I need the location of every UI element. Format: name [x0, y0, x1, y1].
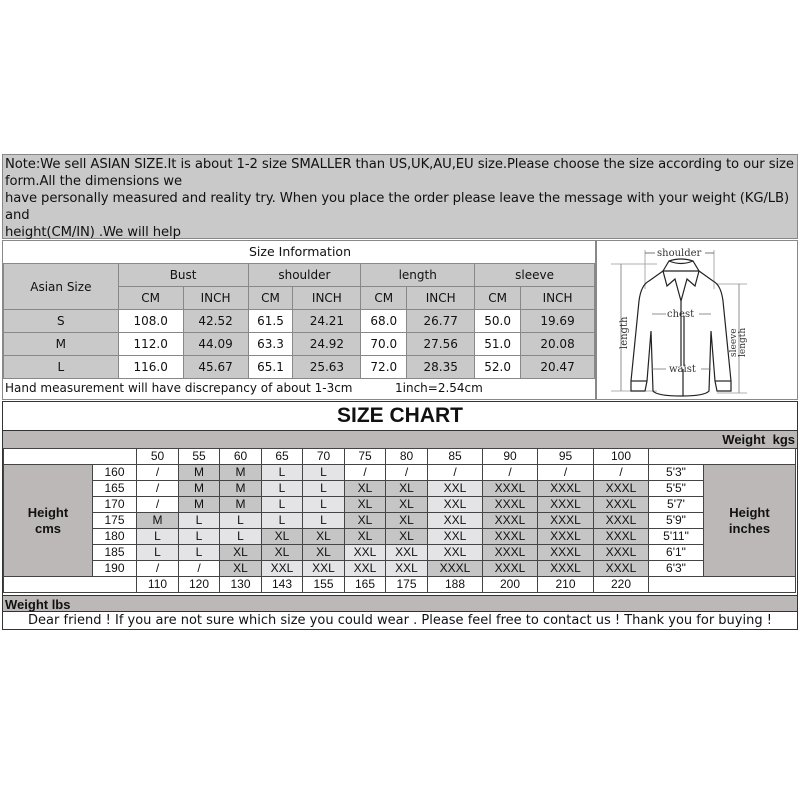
- size-cell: L: [179, 545, 220, 561]
- size-cell: XXXL: [428, 561, 483, 577]
- table-row: [4, 497, 796, 513]
- height-cm: 165: [93, 481, 137, 497]
- weight-kg: 85: [428, 449, 483, 465]
- weight-kg: 60: [220, 449, 262, 465]
- size-cell: XXXL: [538, 513, 594, 529]
- weight-lbs: 220: [594, 577, 649, 593]
- weight-kg: 75: [345, 449, 386, 465]
- cell: 52.0: [475, 356, 521, 379]
- cell: 24.21: [293, 310, 361, 333]
- measurement-footnote: Hand measurement will have discrepancy of about 1-3cm: [5, 381, 353, 395]
- size-cell: XXL: [428, 529, 483, 545]
- cell: 68.0: [361, 310, 407, 333]
- length-label: length: [619, 316, 630, 349]
- size-cell: XL: [386, 481, 428, 497]
- cell: 51.0: [475, 333, 521, 356]
- weight-lbs-row: [4, 577, 796, 593]
- size-cell: XXL: [262, 561, 303, 577]
- size-cell: /: [428, 465, 483, 481]
- cell: 65.1: [248, 356, 293, 379]
- cell: 27.56: [407, 333, 475, 356]
- size-cell: XL: [345, 513, 386, 529]
- size-cell: XL: [345, 529, 386, 545]
- size-cell: M: [179, 465, 220, 481]
- size-label: S: [4, 310, 119, 333]
- bust-header: Bust: [118, 264, 248, 287]
- size-note: [2, 154, 798, 239]
- table-row: [4, 545, 796, 561]
- size-cell: XL: [262, 545, 303, 561]
- note-line: have personally measured and reality try. When you place the order please leave the message with your weight (KG/LB) and: [5, 191, 790, 223]
- size-cell: XXXL: [483, 513, 538, 529]
- weight-kg: 95: [538, 449, 594, 465]
- weight-lbs: 110: [137, 577, 179, 593]
- blank-cell: [4, 449, 137, 465]
- cell: 24.92: [293, 333, 361, 356]
- table-row: [4, 465, 796, 481]
- weight-lbs: 165: [345, 577, 386, 593]
- size-cell: XXXL: [594, 529, 649, 545]
- size-info-footer: [3, 377, 597, 399]
- size-cell: XXL: [428, 545, 483, 561]
- unit-header: INCH: [293, 287, 361, 310]
- size-cell: L: [303, 497, 345, 513]
- size-cell: L: [262, 465, 303, 481]
- sleeve-length-label: length: [738, 327, 748, 357]
- cell: 26.77: [407, 310, 475, 333]
- size-cell: XL: [345, 481, 386, 497]
- cell: 44.09: [183, 333, 248, 356]
- size-cell: L: [220, 513, 262, 529]
- size-cell: XXL: [345, 545, 386, 561]
- size-cell: XXXL: [538, 561, 594, 577]
- weight-lbs: 130: [220, 577, 262, 593]
- weight-kgs-label: Weight kgs: [722, 432, 795, 447]
- cell: 72.0: [361, 356, 407, 379]
- height-cm: 185: [93, 545, 137, 561]
- size-cell: XXXL: [538, 497, 594, 513]
- table-row: [4, 310, 595, 333]
- sleeve-header: sleeve: [475, 264, 595, 287]
- size-cell: XXL: [345, 561, 386, 577]
- weight-lbs: 155: [303, 577, 345, 593]
- size-cell: M: [137, 513, 179, 529]
- table-row: [4, 333, 595, 356]
- size-cell: L: [262, 513, 303, 529]
- cell: 108.0: [118, 310, 183, 333]
- chest-label: chest: [667, 309, 695, 320]
- size-cell: /: [137, 497, 179, 513]
- blank-cell: [4, 577, 137, 593]
- height-inch: 5'9": [649, 513, 704, 529]
- inch-conversion: 1inch=2.54cm: [395, 381, 483, 395]
- weight-kg: 80: [386, 449, 428, 465]
- weight-kg: 90: [483, 449, 538, 465]
- table-row: [4, 513, 796, 529]
- size-cell: XXXL: [594, 545, 649, 561]
- size-cell: XXL: [428, 481, 483, 497]
- shoulder-header: shoulder: [248, 264, 361, 287]
- size-cell: XXXL: [594, 497, 649, 513]
- size-cell: L: [262, 481, 303, 497]
- size-cell: /: [538, 465, 594, 481]
- size-cell: XL: [220, 545, 262, 561]
- length-header: length: [361, 264, 475, 287]
- table-row: [4, 481, 796, 497]
- shirt-measurement-diagram: [596, 240, 798, 400]
- size-cell: XXL: [386, 561, 428, 577]
- cell: 20.08: [521, 333, 595, 356]
- size-cell: XXL: [428, 513, 483, 529]
- size-cell: XL: [303, 545, 345, 561]
- size-cell: M: [220, 481, 262, 497]
- cell: 50.0: [475, 310, 521, 333]
- size-cell: /: [386, 465, 428, 481]
- weight-lbs: 200: [483, 577, 538, 593]
- cell: 28.35: [407, 356, 475, 379]
- cell: 61.5: [248, 310, 293, 333]
- size-chart: [2, 401, 798, 630]
- size-cell: L: [179, 529, 220, 545]
- unit-header: CM: [361, 287, 407, 310]
- weight-kg: 50: [137, 449, 179, 465]
- note-line: Note:We sell ASIAN SIZE.It is about 1-2 size SMALLER than US,UK,AU,EU size.Please choose the size according to our size: [5, 157, 794, 172]
- weight-kg: 70: [303, 449, 345, 465]
- size-label: L: [4, 356, 119, 379]
- size-information: [2, 240, 596, 400]
- table-row: [4, 356, 595, 379]
- weight-lbs: 175: [386, 577, 428, 593]
- cell: 25.63: [293, 356, 361, 379]
- size-cell: /: [137, 481, 179, 497]
- sleeve-label: sleeve: [729, 328, 739, 357]
- waist-label: waist: [669, 364, 696, 375]
- weight-lbs: 188: [428, 577, 483, 593]
- size-cell: XXL: [303, 561, 345, 577]
- size-cell: M: [179, 497, 220, 513]
- size-cell: XXXL: [483, 497, 538, 513]
- size-cell: XXL: [386, 545, 428, 561]
- size-cell: L: [137, 545, 179, 561]
- unit-header: INCH: [407, 287, 475, 310]
- size-cell: XL: [303, 529, 345, 545]
- cell: 112.0: [118, 333, 183, 356]
- weight-kg-row: [4, 449, 796, 465]
- cell: 42.52: [183, 310, 248, 333]
- size-cell: XL: [345, 497, 386, 513]
- cell: 70.0: [361, 333, 407, 356]
- contact-message: Dear friend ! If you are not sure which size you could wear . Please feel free to contact us ! Thank you for buying !: [28, 613, 772, 628]
- size-cell: /: [137, 465, 179, 481]
- height-inch: 6'1": [649, 545, 704, 561]
- unit-header: CM: [118, 287, 183, 310]
- size-cell: L: [220, 529, 262, 545]
- height-cm: 170: [93, 497, 137, 513]
- size-cell: /: [594, 465, 649, 481]
- size-cell: L: [137, 529, 179, 545]
- size-cell: L: [179, 513, 220, 529]
- blank-cell: [649, 449, 796, 465]
- size-cell: M: [179, 481, 220, 497]
- weight-kgs-header: [3, 431, 797, 449]
- cell: 20.47: [521, 356, 595, 379]
- size-chart-table: [3, 448, 796, 593]
- size-cell: /: [179, 561, 220, 577]
- shoulder-label: shoulder: [657, 248, 702, 259]
- size-cell: L: [303, 481, 345, 497]
- size-cell: XXL: [428, 497, 483, 513]
- height-inch: 5'7': [649, 497, 704, 513]
- size-cell: L: [262, 497, 303, 513]
- weight-lbs-header: Weight lbs: [3, 595, 797, 612]
- size-cell: M: [220, 465, 262, 481]
- size-cell: XXXL: [594, 513, 649, 529]
- unit-header: CM: [248, 287, 293, 310]
- height-inch: 6'3": [649, 561, 704, 577]
- height-inches-label: Height inches: [704, 465, 796, 577]
- size-information-title: Size Information: [249, 244, 351, 259]
- note-line: height(CM/IN) .We will help: [5, 225, 181, 240]
- size-cell: XXXL: [538, 545, 594, 561]
- size-cell: /: [137, 561, 179, 577]
- height-inch: 5'3": [649, 465, 704, 481]
- size-cell: /: [345, 465, 386, 481]
- cell: 45.67: [183, 356, 248, 379]
- height-inch: 5'11": [649, 529, 704, 545]
- size-chart-title: SIZE CHART: [3, 402, 797, 431]
- unit-header: INCH: [521, 287, 595, 310]
- unit-header: INCH: [183, 287, 248, 310]
- weight-kg: 100: [594, 449, 649, 465]
- height-cm: 190: [93, 561, 137, 577]
- height-cm: 180: [93, 529, 137, 545]
- size-cell: XXXL: [483, 529, 538, 545]
- blank-cell: [649, 577, 796, 593]
- size-cell: XXXL: [594, 481, 649, 497]
- size-cell: XL: [386, 529, 428, 545]
- size-cell: XXXL: [483, 481, 538, 497]
- size-cell: XL: [386, 513, 428, 529]
- size-cell: L: [303, 465, 345, 481]
- size-cell: XXXL: [594, 561, 649, 577]
- size-label: M: [4, 333, 119, 356]
- size-cell: XXXL: [538, 529, 594, 545]
- size-cell: XXXL: [538, 481, 594, 497]
- height-cm: 160: [93, 465, 137, 481]
- weight-kg: 55: [179, 449, 220, 465]
- height-cms-label: Height cms: [4, 465, 93, 577]
- size-cell: XL: [386, 497, 428, 513]
- size-information-table: [3, 263, 595, 379]
- size-cell: XXXL: [483, 561, 538, 577]
- note-line: form.All the dimensions we: [5, 174, 182, 189]
- weight-lbs: 120: [179, 577, 220, 593]
- weight-lbs: 210: [538, 577, 594, 593]
- size-cell: XXXL: [483, 545, 538, 561]
- size-cell: /: [483, 465, 538, 481]
- unit-header: CM: [475, 287, 521, 310]
- weight-lbs: 143: [262, 577, 303, 593]
- weight-kg: 65: [262, 449, 303, 465]
- size-cell: XL: [220, 561, 262, 577]
- asian-size-header: Asian Size: [4, 264, 119, 310]
- cell: 19.69: [521, 310, 595, 333]
- table-row: [4, 529, 796, 545]
- size-cell: L: [303, 513, 345, 529]
- size-cell: XL: [262, 529, 303, 545]
- table-row: [4, 561, 796, 577]
- height-inch: 5'5": [649, 481, 704, 497]
- size-cell: M: [220, 497, 262, 513]
- height-cm: 175: [93, 513, 137, 529]
- cell: 116.0: [118, 356, 183, 379]
- cell: 63.3: [248, 333, 293, 356]
- shirt-icon: [597, 241, 797, 399]
